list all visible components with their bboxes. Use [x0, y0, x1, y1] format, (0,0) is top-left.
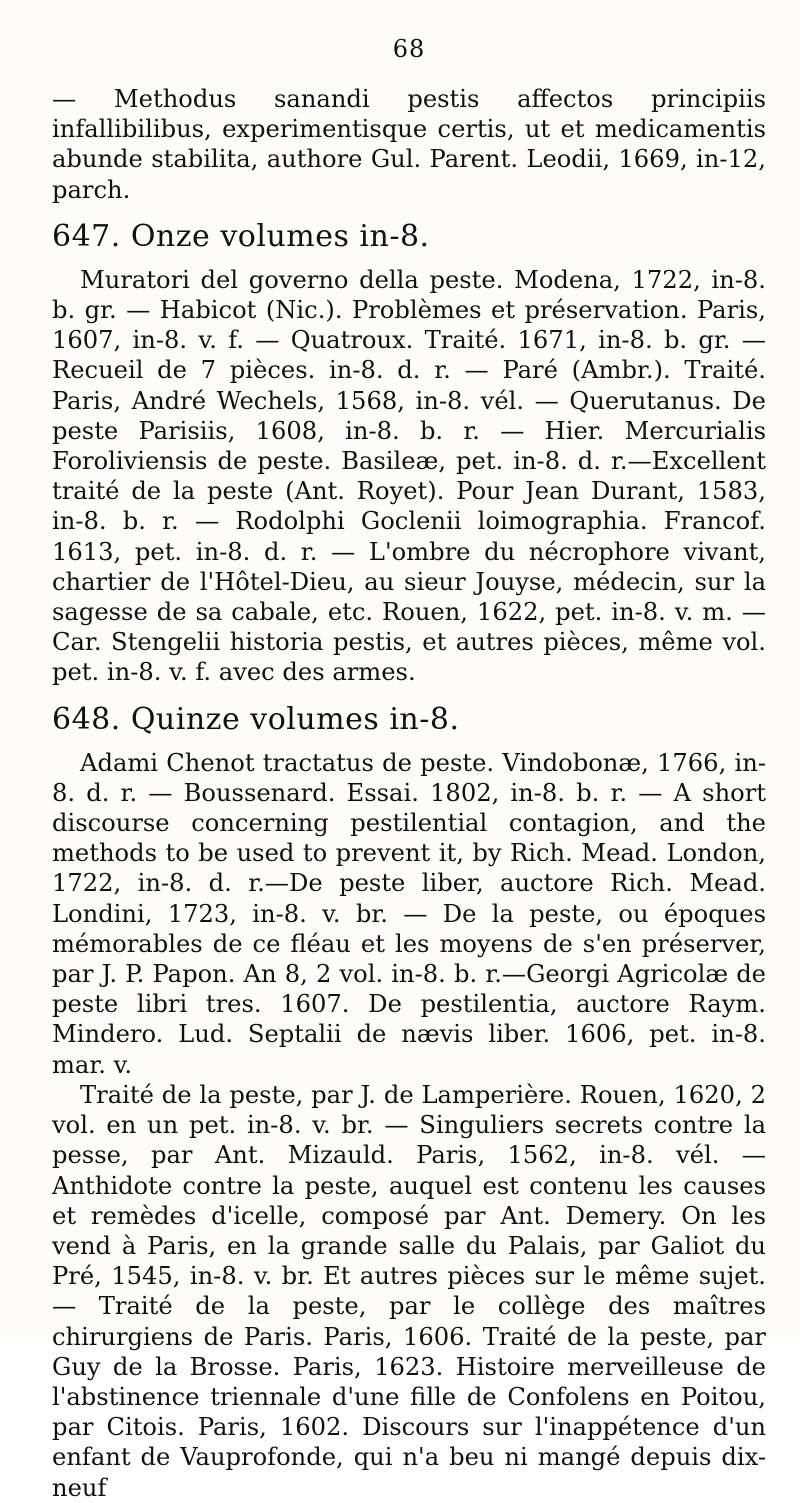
section-heading: 648. Quinze volumes in-8.	[52, 701, 460, 737]
page-number: 68	[392, 35, 426, 63]
section-paragraph: Muratori del governo della peste. Modena, 1722, in-8. b. gr. — Habicot (Nic.). Problèmes et préservation. Paris, 1607, in-8. v. f. — Quatroux. Traité. 1671, in-8. b. gr. — Recueil de 7 pièces. in-8. d. r. — Paré (Ambr.). Traité. Paris, André Wechels, 1568, in-8. vél. — Querutanus. De peste Parisiis, 1608, in-8. b. r. — Hier. Mercurialis Foroliviensis de peste. Basileæ, pet. in-8. d. r.—Excellent traité de la peste (Ant. Royet). Pour Jean Durant, 1583, in-8. b. r. — Rodolphi Goclenii loimographia. Francof. 1613, pet. in-8. d. r. — L'ombre du nécrophore vivant, chartier de l'Hôtel-Dieu, au sieur Jouyse, médecin, sur la sagesse de sa cabale, etc. Rouen, 1622, pet. in-8. v. m. — Car. Stengelii historia pestis, et autres pièces, même vol. pet. in-8. v. f. avec des armes.	[52, 265, 766, 687]
section-paragraph: Adami Chenot tractatus de peste. Vindobonæ, 1766, in-8. d. r. — Boussenard. Essai. 1802, in-8. b. r. — A short discourse concerning pestilential contagion, and the methods to be used to prevent it, by Rich. Mead. London, 1722, in-8. d. r.—De peste liber, auctore Rich. Mead. Londini, 1723, in-8. v. br. — De la peste, ou époques mémorables de ce fléau et les moyens de s'en préserver, par J. P. Papon. An 8, 2 vol. in-8. b. r.—Georgi Agricolæ de peste libri tres. 1607. De pestilentia, auctore Raym. Mindero. Lud. Septalii de nævis liber. 1606, pet. in-8. mar. v.	[52, 748, 766, 1079]
section-heading: 647. Onze volumes in-8.	[52, 218, 430, 254]
section-647	[52, 219, 766, 688]
section-648	[52, 702, 766, 1503]
section-paragraph: Traité de la peste, par J. de Lamperière. Rouen, 1620, 2 vol. en un pet. in-8. v. br. — Singuliers secrets contre la pesse, par Ant. Mizauld. Paris, 1562, in-8. vél. — Anthidote contre la peste, auquel est contenu les causes et remèdes d'icelle, composé par Ant. Demery. On les vend à Paris, en la grande salle du Palais, par Galiot du Pré, 1545, in-8. v. br. Et autres pièces sur le même sujet. — Traité de la peste, par le collège des maîtres chirurgiens de Paris. Paris, 1606. Traité de la peste, par Guy de la Brosse. Paris, 1623. Histoire merveilleuse de l'abstinence triennale d'une fille de Confolens en Poitou, par Citois. Paris, 1602. Discours sur l'inappétence d'un enfant de Vauprofonde, qui n'a beu ni mangé depuis dix-neuf	[52, 1080, 766, 1502]
paragraph-intro: — Methodus sanandi pestis affectos principiis infallibilibus, experimentisque certis, ut et medicamentis abunde stabilita, authore Gul. Parent. Leodii, 1669, in-12, parch.	[52, 85, 766, 204]
